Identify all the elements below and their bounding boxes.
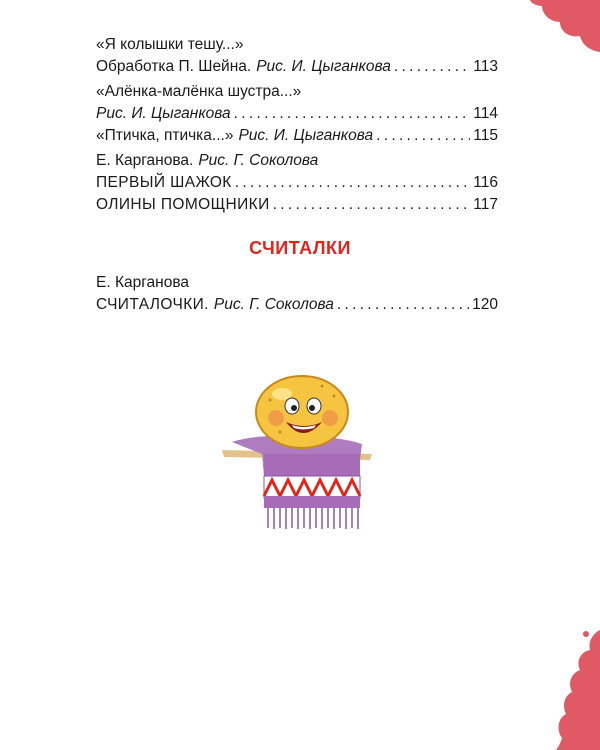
section-contents (96, 272, 498, 316)
entry-title: ПЕРВЫЙ ШАЖОК (96, 174, 232, 191)
toc-entry[interactable] (96, 34, 498, 56)
author-name: Е. Карганова (96, 274, 190, 291)
page-number: 113 (473, 58, 498, 75)
toc-entry[interactable] (96, 194, 498, 216)
entry-title: Обработка П. Шейна. (96, 58, 252, 75)
page-number: 117 (473, 196, 498, 213)
page-number: 114 (473, 105, 498, 122)
page-number: 120 (472, 296, 498, 313)
entry-title: СЧИТАЛОЧКИ. (96, 296, 209, 313)
table-of-contents (96, 34, 498, 216)
leader-dots (394, 56, 470, 78)
author-name: Е. Карганова. (96, 152, 194, 169)
entry-credit: Рис. Г. Соколова (198, 152, 319, 169)
entry-credit: Рис. И. Цыганкова (96, 105, 231, 122)
leader-dots (376, 125, 470, 147)
entry-credit: Рис. Г. Соколова (213, 296, 334, 313)
decorative-corner-bottom (530, 630, 600, 750)
toc-entry[interactable] (96, 294, 498, 316)
leader-dots (337, 294, 469, 316)
entry-credit: Рис. И. Цыганкова (256, 58, 391, 75)
page-number: 115 (473, 127, 498, 144)
toc-author (96, 272, 498, 294)
toc-entry[interactable] (96, 172, 498, 194)
leader-dots (273, 194, 471, 216)
toc-entry[interactable] (96, 56, 498, 78)
entry-credit: Рис. И. Цыганкова (238, 127, 374, 144)
leader-dots (235, 172, 471, 194)
entry-title: ОЛИНЫ ПОМОЩНИКИ (96, 196, 270, 213)
toc-entry[interactable] (96, 81, 498, 103)
page-number: 116 (473, 174, 498, 191)
entry-title: «Алёнка-малёнка шустра...» (96, 83, 302, 100)
toc-entry[interactable] (96, 125, 498, 147)
entry-title: «Птичка, птичка...» (96, 127, 234, 144)
toc-author (96, 150, 498, 172)
leader-dots (234, 103, 471, 125)
section-heading: СЧИТАЛКИ (249, 238, 351, 258)
decorative-corner-top (530, 0, 600, 52)
kolobok-illustration (222, 372, 382, 532)
entry-title: «Я колышки тешу...» (96, 36, 244, 53)
toc-entry[interactable] (96, 103, 498, 125)
